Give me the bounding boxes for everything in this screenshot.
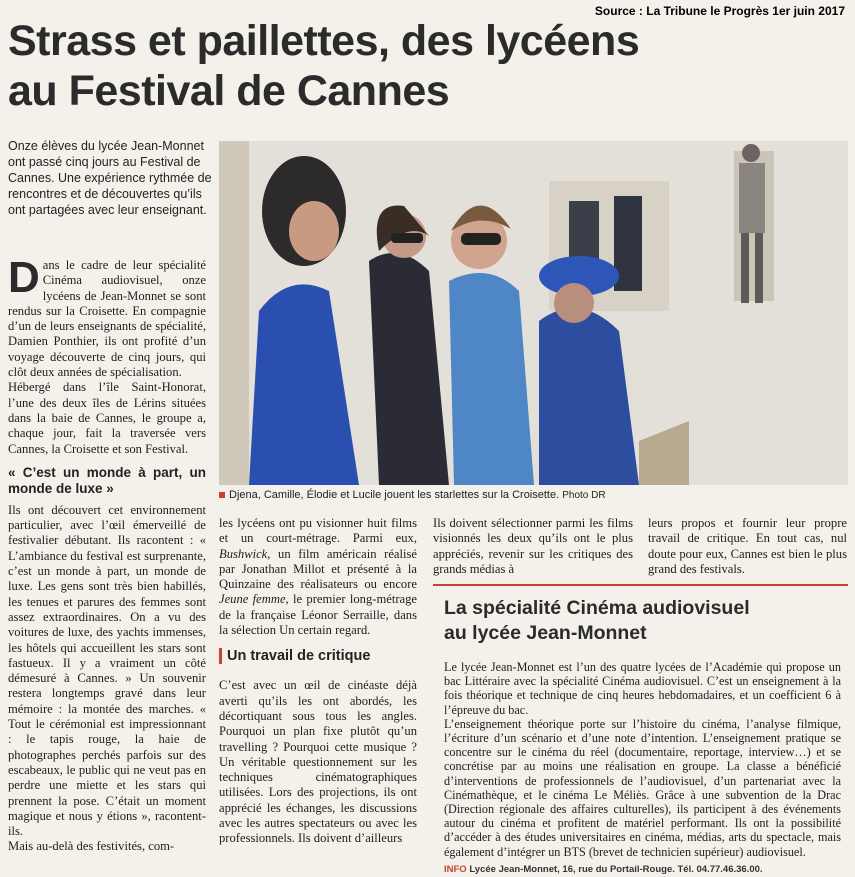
subheading-monde-de-luxe: « C’est un monde à part, un monde de luxe »	[8, 464, 206, 496]
paragraph: Hébergé dans l’île Saint-Honorat, l’une des deux îles de Lérins situées dans la baie de Cannes, le groupe a, chaque jour, fait la traversée vers Cannes, la Croisette et son Festival.	[8, 380, 206, 456]
photo-illustration	[219, 141, 848, 485]
paragraph: Ils ont découvert cet environnement particulier, avec l’œil émerveillé de festivalier débutant. Ils racontent : « L’ambiance du festival est surprenante, c’est un monde à part, un monde de luxe. Les gens sont très bien habillés, les tenues et parures des femmes sont assez extraordinaires. On a vu des voitures de luxe, des yachts immenses, les hôtels qui accueillent les stars sont fastueux. Il y a vraiment un côté démesuré à Cannes. » Un souvenir restera longtemps gravé dans leur mémoire : la montée des marches. « Tout le cérémonial est impressionnant : le tapis rouge, la haie de photographes perchés parfois sur des escabeaux, le public qui ne veut pas en perdre une miette et les stars qui prennent la pose. C’était un moment magique et nous y étions », racontent-ils.	[8, 502, 206, 839]
caption-text: Djena, Camille, Élodie et Lucile jouent les starlettes sur la Croisette.	[229, 489, 560, 501]
headline-line-2: au Festival de Cannes	[8, 67, 450, 115]
headline-line-1: Strass et paillettes, des lycéens	[8, 17, 640, 65]
info-text: Lycée Jean-Monnet, 16, rue du Portail-Rouge. Tél. 04.77.46.36.00.	[469, 864, 763, 875]
info-line	[444, 864, 763, 875]
paragraph-intro: Dans le cadre de leur spécialité Cinéma audiovisuel, onze lycéens de Jean-Monnet se sont rendus sur la Croisette. En compagnie d’un de leurs enseignants de spécialité, Damien Ponthier, ils ont profité d’un voyage découverte de cinq jours, qui clôt deux années de spécialisation.	[8, 253, 206, 380]
subheading-travail-critique: Un travail de critique	[219, 648, 417, 664]
standfirst: Onze élèves du lycée Jean-Monnet ont passé cinq jours au Festival de Cannes. Une expérience rythmée de rencontres et de découvertes qu’ils ont partagées avec leur enseignant.	[8, 139, 212, 217]
caption-marker	[219, 492, 225, 498]
film-title: Bushwick	[219, 546, 268, 561]
paragraph: C’est avec un œil de cinéaste déjà averti qu’ils les ont abordés, les décortiquant sous tous les angles. Pourquoi un plan fixe plutôt qu’un travelling ? Pourquoi cette musique ? Un véritable questionnement sur les techniques cinématographiques utilisées. Lors des projections, ils ont apprécié les échanges, les discussions avec les autres spectateurs ou avec les professionnels. Ils doivent d’ailleurs	[219, 678, 417, 846]
paragraph: Mais au-delà des festivités, com-	[8, 839, 175, 854]
paragraph-films: les lycéens ont pu visionner huit films et un court-métrage. Parmi eux, Bushwick, un film américain réalisé par Jonathan Millot et présenté à la Quinzaine des réalisateurs ou encore Jeune femme, le premier long-métrage de la française Léonor Serraille, dans la sélection Un certain regard.	[219, 516, 417, 638]
info-tag: INFO	[444, 864, 467, 875]
box-title: La spécialité Cinéma audiovisuel au lycée Jean-Monnet	[444, 597, 750, 644]
article-photo	[219, 141, 848, 485]
article-column-3	[433, 516, 633, 577]
article-column-4	[648, 516, 847, 577]
photo-caption	[219, 489, 848, 501]
film-title: Jeune femme	[219, 592, 286, 607]
drop-cap: D	[8, 253, 40, 302]
paragraph: L’enseignement théorique porte sur l’histoire du cinéma, l’analyse filmique, l’écriture d’un scénario et d’une note d’intention. L’enseignement pratique se concentre sur le cinéma du réel (documentaire, reportage, interview…) et se concrétise par au moins une réalisation en groupe. La classe a bénéficié d’interventions de professionnels de l’audiovisuel, d’un partenariat avec la Cinémathèque, et le cinéma Le Méliès. Grâce à une subvention de la Drac (Direction régionale des affaires culturelles), ils participent à des événements autour du cinéma et profitent de matériel performant. Ils ont la possibilité d’accéder à des études universitaires en cinéma, médias, arts du spectacle, mais également d’intégrer un BTS (brevet de technicien supérieur) audiovisuel.	[444, 716, 841, 859]
photo-credit: Photo DR	[562, 490, 606, 501]
paragraph: leurs propos et fournir leur propre travail de critique. En tout cas, nul doute pour eux, Cannes est bien le plus grand des festivals.	[648, 516, 847, 576]
article-column-1	[8, 253, 206, 855]
source-credit: Source : La Tribune le Progrès 1er juin 2017	[594, 4, 845, 18]
article-column-2	[219, 516, 417, 847]
headline	[8, 16, 848, 116]
paragraph: Le lycée Jean-Monnet est l’un des quatre lycées de l’Académie qui propose un bac Littéraire avec la spécialité Cinéma audiovisuel. C’est un enseignement à la fois théorique et technique de cinq heures hebdomadaires, et un coefficient 6 à l’épreuve du bac.	[444, 660, 841, 717]
box-text	[444, 660, 841, 859]
paragraph: Ils doivent sélectionner parmi les films visionnés les deux qu’ils ont le plus appréciés, revenir sur les critiques des grands médias à	[433, 516, 633, 576]
